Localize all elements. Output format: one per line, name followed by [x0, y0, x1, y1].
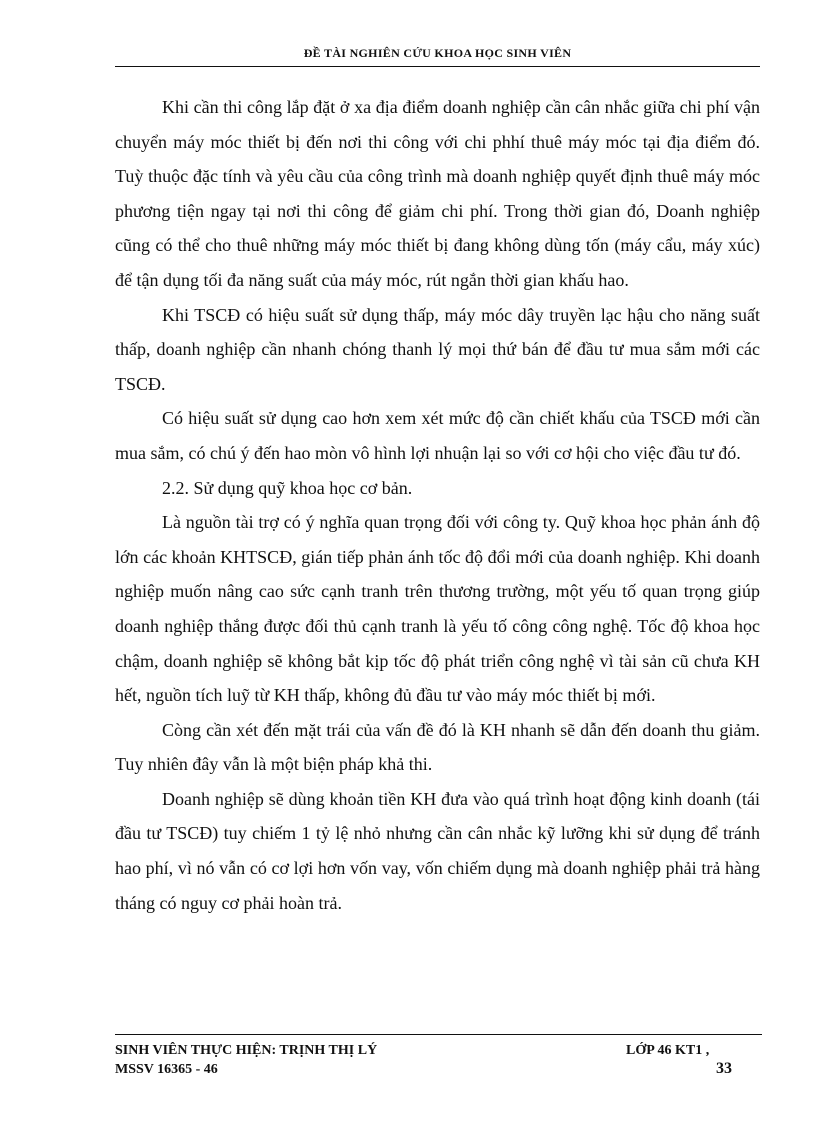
- page-header-title: ĐỀ TÀI NGHIÊN CỨU KHOA HỌC SINH VIÊN: [303, 46, 572, 60]
- paragraph: Doanh nghiệp sẽ dùng khoản tiền KH đưa vào quá trình hoạt động kinh doanh (tái đầu tư TSCĐ) tuy chiếm 1 tỷ lệ nhỏ nhưng cần cân nhắc kỹ lưỡng khi sử dụng để tránh hao phí, vì nó vẫn có cơ lợi hơn vốn vay, vốn chiếm dụng mà doanh nghiệp phải trả hàng tháng có nguy cơ phải hoàn trả.: [115, 788, 760, 913]
- section-heading: 2.2. Sử dụng quỹ khoa học cơ bản.: [162, 477, 413, 498]
- footer-student-name: SINH VIÊN THỰC HIỆN: TRỊNH THỊ LÝ: [115, 1043, 378, 1058]
- footer-divider: [115, 1034, 762, 1035]
- footer-student-id: MSSV 16365 - 46: [115, 1062, 218, 1077]
- paragraph: Khi TSCĐ có hiệu suất sử dụng thấp, máy móc dây truyền lạc hậu cho năng suất thấp, doanh nghiệp cần nhanh chóng thanh lý mọi thứ bán để đầu tư mua sắm mới các TSCĐ.: [115, 304, 760, 394]
- paragraph: Khi cần thi công lắp đặt ở xa địa điểm doanh nghiệp cần cân nhắc giữa chi phí vận chuyển máy móc thiết bị đến nơi thi công với chi phhí thuê máy móc tại địa điểm đó. Tuỳ thuộc đặc tính và yêu cầu của công trình mà doanh nghiệp quyết định thuê máy móc phương tiện ngay tại nơi thi công để giảm chi phí. Trong thời gian đó, Doanh nghiệp cũng có thể cho thuê những máy móc thiết bị đang không dùng tốn (máy cẩu, máy xúc) để tận dụng tối đa năng suất của máy móc, rút ngắn thời gian khấu hao.: [115, 97, 760, 290]
- footer-class: LỚP 46 KT1 ,: [626, 1043, 710, 1058]
- page-number: 33: [716, 1060, 732, 1077]
- footer-student-info: [115, 1041, 377, 1079]
- paragraph: Là nguồn tài trợ có ý nghĩa quan trọng đối với công ty. Quỹ khoa học phản ánh độ lớn các khoản KHTSCĐ, gián tiếp phản ánh tốc độ đổi mới của doanh nghiệp. Khi doanh nghiệp muốn nâng cao sức cạnh tranh trên thương trường, một yếu tố quan trọng giúp doanh nghiệp thắng được đối thủ cạnh tranh là yếu tố công công nghệ. Tốc độ khoa học chậm, doanh nghiệp sẽ không bắt kịp tốc độ phát triển công nghệ vì tài sản cũ chưa KH hết, nguồn tích luỹ từ KH thấp, không đủ đầu tư vào máy móc thiết bị mới.: [115, 512, 760, 706]
- header-divider: [115, 66, 760, 67]
- paragraph: Còng cần xét đến mặt trái của vấn đề đó là KH nhanh sẽ dẫn đến doanh thu giảm. Tuy nhiên đây vẫn là một biện pháp khả thi.: [115, 719, 760, 775]
- paragraph: Có hiệu suất sử dụng cao hơn xem xét mức độ cần chiết khấu của TSCĐ mới cần mua sắm, có chú ý đến hao mòn vô hình lợi nhuận lại so với cơ hội cho việc đầu tư đó.: [115, 408, 760, 463]
- document-body: [115, 90, 760, 920]
